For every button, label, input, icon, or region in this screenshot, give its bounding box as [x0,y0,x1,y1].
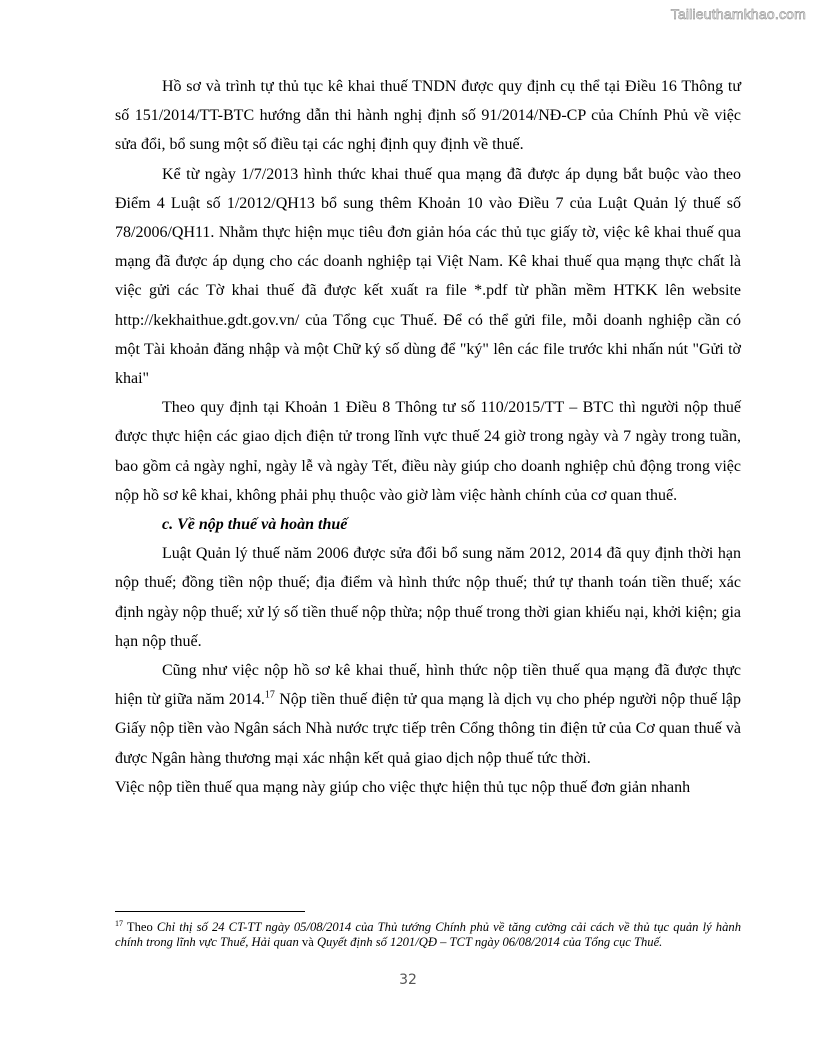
paragraph-payment-benefit: Việc nộp tiền thuế qua mạng này giúp cho việc thực hiện thủ tục nộp thuế đơn giản nhanh [115,778,691,796]
footnote [115,920,741,950]
section-heading-tax-payment: c. Về nộp thuế và hoàn thuế [162,516,348,534]
page-number: 32 [399,972,417,988]
paragraph-online-payment [115,656,741,773]
online-payment-text-1: Cũng như việc nộp hồ sơ kê khai thuế, hình thức nộp tiền thuế qua mạng đã được thực hiện từ giữa năm 2014. [115,662,741,709]
online-payment-text-2: Nộp tiền thuế điện tử qua mạng là dịch vụ cho phép người nộp thuế lập Giấy nộp tiền vào Ngân sách Nhà nước trực tiếp trên Cổng thông tin điện tử của Cơ quan thuế và được Ngân hàng thương mại xác nhận kết quả giao dịch nộp thuế tức thời. [115,691,741,767]
page-body [115,72,741,802]
paragraph-tax-law-2006: Luật Quản lý thuế năm 2006 được sửa đổi bổ sung năm 2012, 2014 đã quy định thời hạn nộp thuế; đồng tiền nộp thuế; địa điểm và hình thức nộp thuế; thứ tự thanh toán tiền thuế; xác định ngày nộp thuế; xử lý số tiền thuế nộp thừa; nộp thuế trong thời gian khiếu nại, khởi kiện; gia hạn nộp thuế. [115,545,741,650]
footnote-divider [115,911,305,912]
watermark: Tailieuthamkhao.com [670,6,806,22]
paragraph-electronic-transactions: Theo quy định tại Khoản 1 Điều 8 Thông tư số 110/2015/TT – BTC thì người nộp thuế được thực hiện các giao dịch điện tử trong lĩnh vực thuế 24 giờ trong ngày và 7 ngày trong tuần, bao gồm cả ngày nghỉ, ngày lễ và ngày Tết, điều này giúp cho doanh nghiệp chủ động trong việc nộp hồ sơ kê khai, không phải phụ thuộc vào giờ làm việc hành chính của cơ quan thuế. [115,399,741,504]
footnote-lead: Theo [123,920,157,934]
footnote-directive: Chỉ thị số 24 CT-TT ngày 05/08/2014 của Thủ tướng Chính phủ về tăng cường cải cách về thủ tục quản lý hành chính trong lĩnh vực Thuế, Hải quan [115,920,741,949]
footnote-decision: Quyết định số 1201/QĐ – TCT ngày 06/08/2014 của Tổng cục Thuế. [316,935,663,949]
paragraph-tax-declaration-procedure: Hồ sơ và trình tự thủ tục kê khai thuế TNDN được quy định cụ thể tại Điều 16 Thông tư số 151/2014/TT-BTC hướng dẫn thi hành nghị định số 91/2014/NĐ-CP của Chính Phủ về việc sửa đổi, bổ sung một số điều tại các nghị định quy định về thuế. [115,78,741,154]
footnote-conjunction: và [298,935,317,949]
paragraph-online-declaration: Kể từ ngày 1/7/2013 hình thức khai thuế qua mạng đã được áp dụng bắt buộc vào theo Điểm 4 Luật số 1/2012/QH13 bổ sung thêm Khoản 10 vào Điều 7 của Luật Quản lý thuế số 78/2006/QH11. Nhằm thực hiện mục tiêu đơn giản hóa các thủ tục giấy tờ, việc kê khai thuế qua mạng đã được áp dụng cho các doanh nghiệp tại Việt Nam. Kê khai thuế qua mạng thực chất là việc gửi các Tờ khai thuế đã được kết xuất ra file *.pdf từ phần mềm HTKK lên website http://kekhaithue.gdt.gov.vn/ của Tổng cục Thuế. Để có thể gửi file, mỗi doanh nghiệp cần có một Tài khoản đăng nhập và một Chữ ký số dùng để "ký" lên các file trước khi nhấn nút "Gửi tờ khai" [115,165,741,388]
footnote-marker: 17 [115,918,123,928]
footnote-reference: 17 [264,689,275,701]
